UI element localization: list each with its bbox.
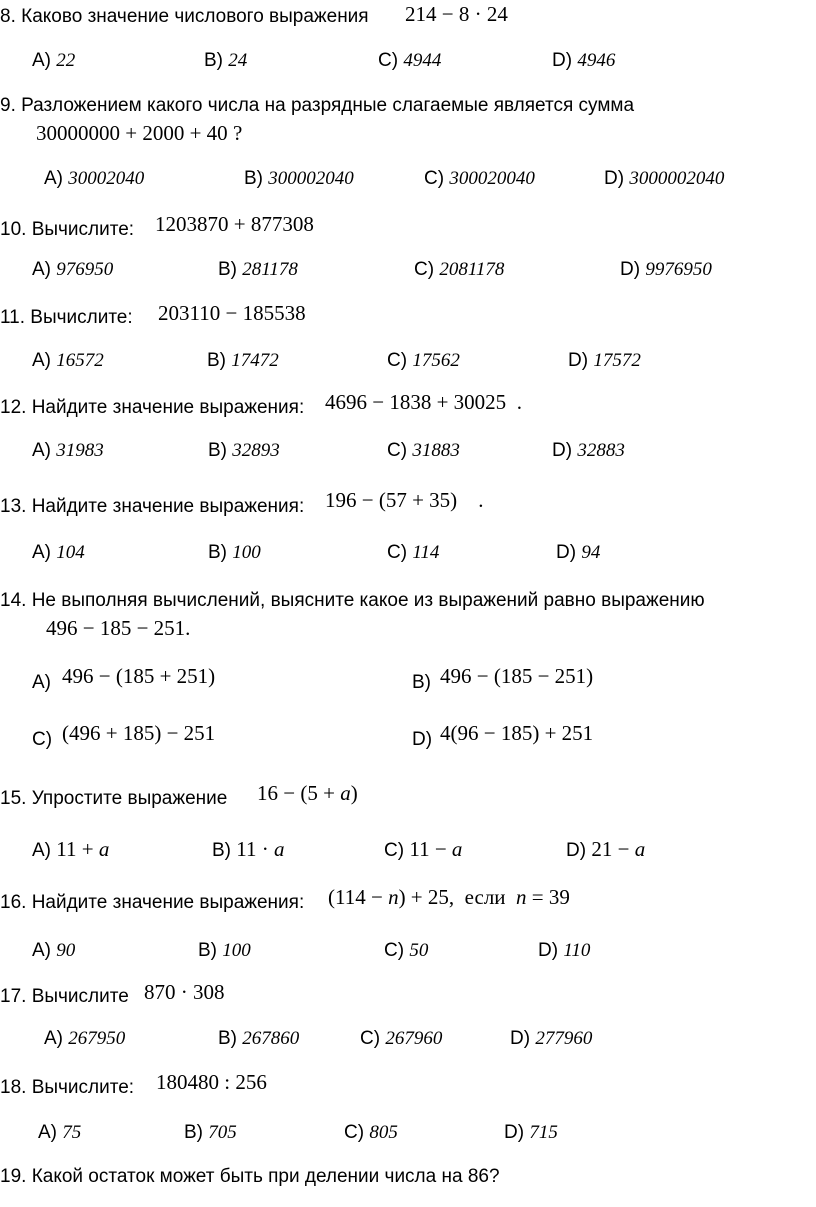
q15-option-d: D) 21 − a (566, 837, 646, 861)
q9-expression: 30000000 + 2000 + 40 ? (36, 121, 243, 145)
q13-option-a: A) 104 (32, 542, 85, 563)
q15-option-b: B) 11 · a (212, 837, 285, 861)
q16-option-d: D) 110 (538, 940, 591, 961)
q8-option-b: B) 24 (204, 50, 248, 71)
q17-expression: 870 · 308 (144, 980, 225, 1004)
q16-option-b: B) 100 (198, 940, 251, 961)
q10-option-c: C) 2081178 (414, 259, 505, 280)
q13-text: 13. Найдите значение выражения: (0, 496, 305, 517)
q12-option-b: B) 32893 (208, 440, 280, 461)
q13-expression: 196 − (57 + 35) . (325, 488, 484, 512)
q11-option-d: D) 17572 (568, 350, 641, 371)
q10-expression: 1203870 + 877308 (155, 212, 314, 236)
q14-option-c: C) (32, 729, 53, 750)
q17-option-d: D) 277960 (510, 1028, 593, 1049)
q13-option-c: C) 114 (387, 542, 440, 563)
q13-option-b: B) 100 (208, 542, 261, 563)
q11-option-b: B) 17472 (207, 350, 279, 371)
q12-expression: 4696 − 1838 + 30025 . (325, 390, 522, 414)
q17-text: 17. Вычислите (0, 986, 129, 1007)
q12-option-d: D) 32883 (552, 440, 625, 461)
q15-option-c: C) 11 − a (384, 837, 463, 861)
q11-option-a: A) 16572 (32, 350, 104, 371)
q12-option-c: C) 31883 (387, 440, 460, 461)
q10-option-d: D) 9976950 (620, 259, 712, 280)
q17-option-b: B) 267860 (218, 1028, 300, 1049)
q17-option-c: C) 267960 (360, 1028, 443, 1049)
q16-expression: (114 − n) + 25, если n = 39 (328, 885, 570, 909)
q10-text: 10. Вычислите: (0, 219, 135, 240)
q15-option-a: A) 11 + a (32, 837, 110, 861)
q9-option-c: C) 300020040 (424, 168, 535, 189)
q9-option-b: B) 300002040 (244, 168, 354, 189)
q19-text: 19. Какой остаток может быть при делении числа на 86? (0, 1166, 500, 1187)
q8-option-c: C) 4944 (378, 50, 442, 71)
q18-option-d: D) 715 (504, 1122, 558, 1143)
q15-text: 15. Упростите выражение (0, 788, 228, 809)
q18-option-c: C) 805 (344, 1122, 398, 1143)
q12-option-a: A) 31983 (32, 440, 104, 461)
q9-option-a: A) 30002040 (44, 168, 145, 189)
q10-option-a: A) 976950 (32, 259, 114, 280)
q10-option-b: B) 281178 (218, 259, 298, 280)
q14-option-c-expression: (496 + 185) − 251 (62, 721, 216, 745)
q12-text: 12. Найдите значение выражения: (0, 397, 305, 418)
q8-option-d: D) 4946 (552, 50, 616, 71)
q11-text: 11. Вычислите: (0, 307, 133, 328)
q14-text: 14. Не выполняя вычислений, выясните какое из выражений равно выражению (0, 590, 705, 611)
q9-text: 9. Разложением какого числа на разрядные слагаемые является сумма (0, 95, 635, 116)
q13-option-d: D) 94 (556, 542, 601, 563)
q15-expression: 16 − (5 + a) (257, 781, 358, 805)
q9-option-d: D) 3000002040 (604, 168, 725, 189)
q11-option-c: C) 17562 (387, 350, 460, 371)
q8-option-a: A) 22 (32, 50, 76, 71)
q14-option-d-expression: 4(96 − 185) + 251 (440, 721, 594, 745)
q14-option-a: A) (32, 672, 51, 693)
q16-text: 16. Найдите значение выражения: (0, 892, 305, 913)
q18-option-a: A) 75 (38, 1122, 82, 1143)
q14-option-d: D) (412, 729, 433, 750)
q17-option-a: A) 267950 (44, 1028, 126, 1049)
q14-option-a-expression: 496 − (185 + 251) (62, 664, 216, 688)
q14-option-b: B) (412, 672, 431, 693)
q14-option-b-expression: 496 − (185 − 251) (440, 664, 594, 688)
q18-option-b: B) 705 (184, 1122, 237, 1143)
q18-text: 18. Вычислите: (0, 1077, 135, 1098)
q18-expression: 180480 : 256 (156, 1070, 267, 1094)
q8-text: 8. Каково значение числового выражения (0, 6, 369, 27)
q16-option-a: A) 90 (32, 940, 76, 961)
q16-option-c: C) 50 (384, 940, 429, 961)
q14-expression: 496 − 185 − 251. (46, 616, 191, 640)
q11-expression: 203110 − 185538 (158, 301, 306, 325)
q8-expression: 214 − 8 · 24 (405, 2, 508, 26)
